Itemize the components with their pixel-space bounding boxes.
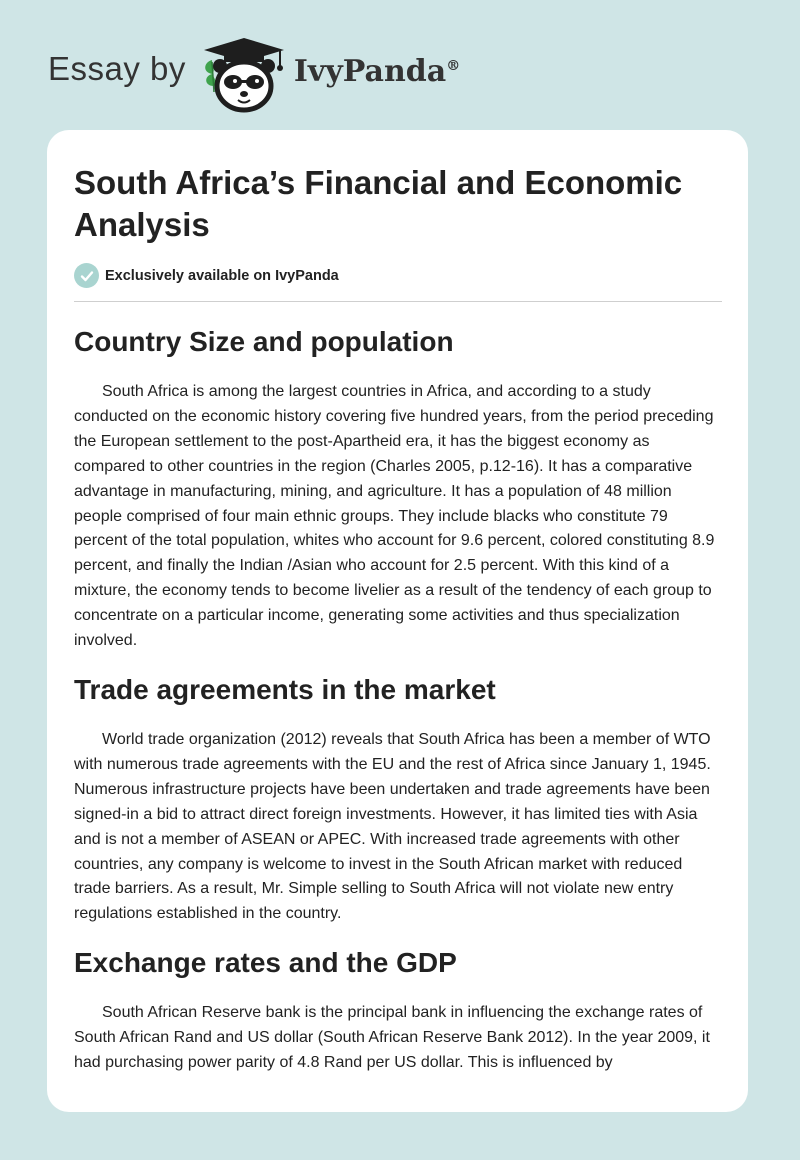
brand-name: IvyPanda® bbox=[293, 53, 461, 89]
brand-prefix: Essay by bbox=[48, 50, 186, 87]
section-heading: Trade agreements in the market bbox=[74, 673, 496, 705]
panda-logo-icon bbox=[200, 34, 288, 114]
check-icon bbox=[74, 263, 99, 288]
section-paragraph: World trade organization (2012) reveals that South Africa has been a member of WTO with numerous trade agreements with the EU and the rest of Africa since January 1, 1945. Numerous infrastructure projects have been undertaken and trade agreements have been signed-in a bid to attract direct foreign investments. However, it has limited ties with Asia and is not a member of ASEAN or APEC. With increased trade agreements with other countries, any company is welcome to invest in the South African market with reduced trade barriers. As a result, Mr. Simple selling to South Africa will not violate new entry regulations established in the country. bbox=[74, 730, 711, 923]
exclusive-badge-label: Exclusively available on IvyPanda bbox=[105, 267, 339, 284]
section-heading: Country Size and population bbox=[74, 326, 454, 357]
brand-logo[interactable] bbox=[48, 34, 460, 114]
divider bbox=[74, 301, 722, 302]
page-title: South Africa’s Financial and Economic Analysis bbox=[74, 164, 683, 243]
section-paragraph: South African Reserve bank is the principal bank in influencing the exchange rates of South African Rand and US dollar (South African Reserve Bank 2012). In the year 2009, it had purchasing power parity of 4.8 Rand per US dollar. This is influenced by bbox=[74, 1004, 710, 1072]
exclusive-badge bbox=[74, 263, 722, 288]
section-heading: Exchange rates and the GDP bbox=[74, 947, 457, 979]
section-paragraph: South Africa is among the largest countries in Africa, and according to a study conducted on the economic history covering five hundred years, from the period preceding the European settlement to the post-Apartheid era, it has the biggest economy as compared to other countries in the region (Charles 2005, p.12-16). It has a comparative advantage in manufacturing, mining, and agriculture. It has a population of 48 million people comprised of four main ethnic groups. They include blacks who constitute 79 percent of the total population, whites who account for 9.6 percent, colored constituting 8.9 percent, and finally the Indian /Asian who account for 2.5 percent. With this kind of a mixture, the economy tends to become livelier as a result of the tendency of each group to concentrate on a particular income, generating some activities and thus specialization involved. bbox=[74, 383, 715, 650]
essay-card bbox=[47, 130, 748, 1112]
